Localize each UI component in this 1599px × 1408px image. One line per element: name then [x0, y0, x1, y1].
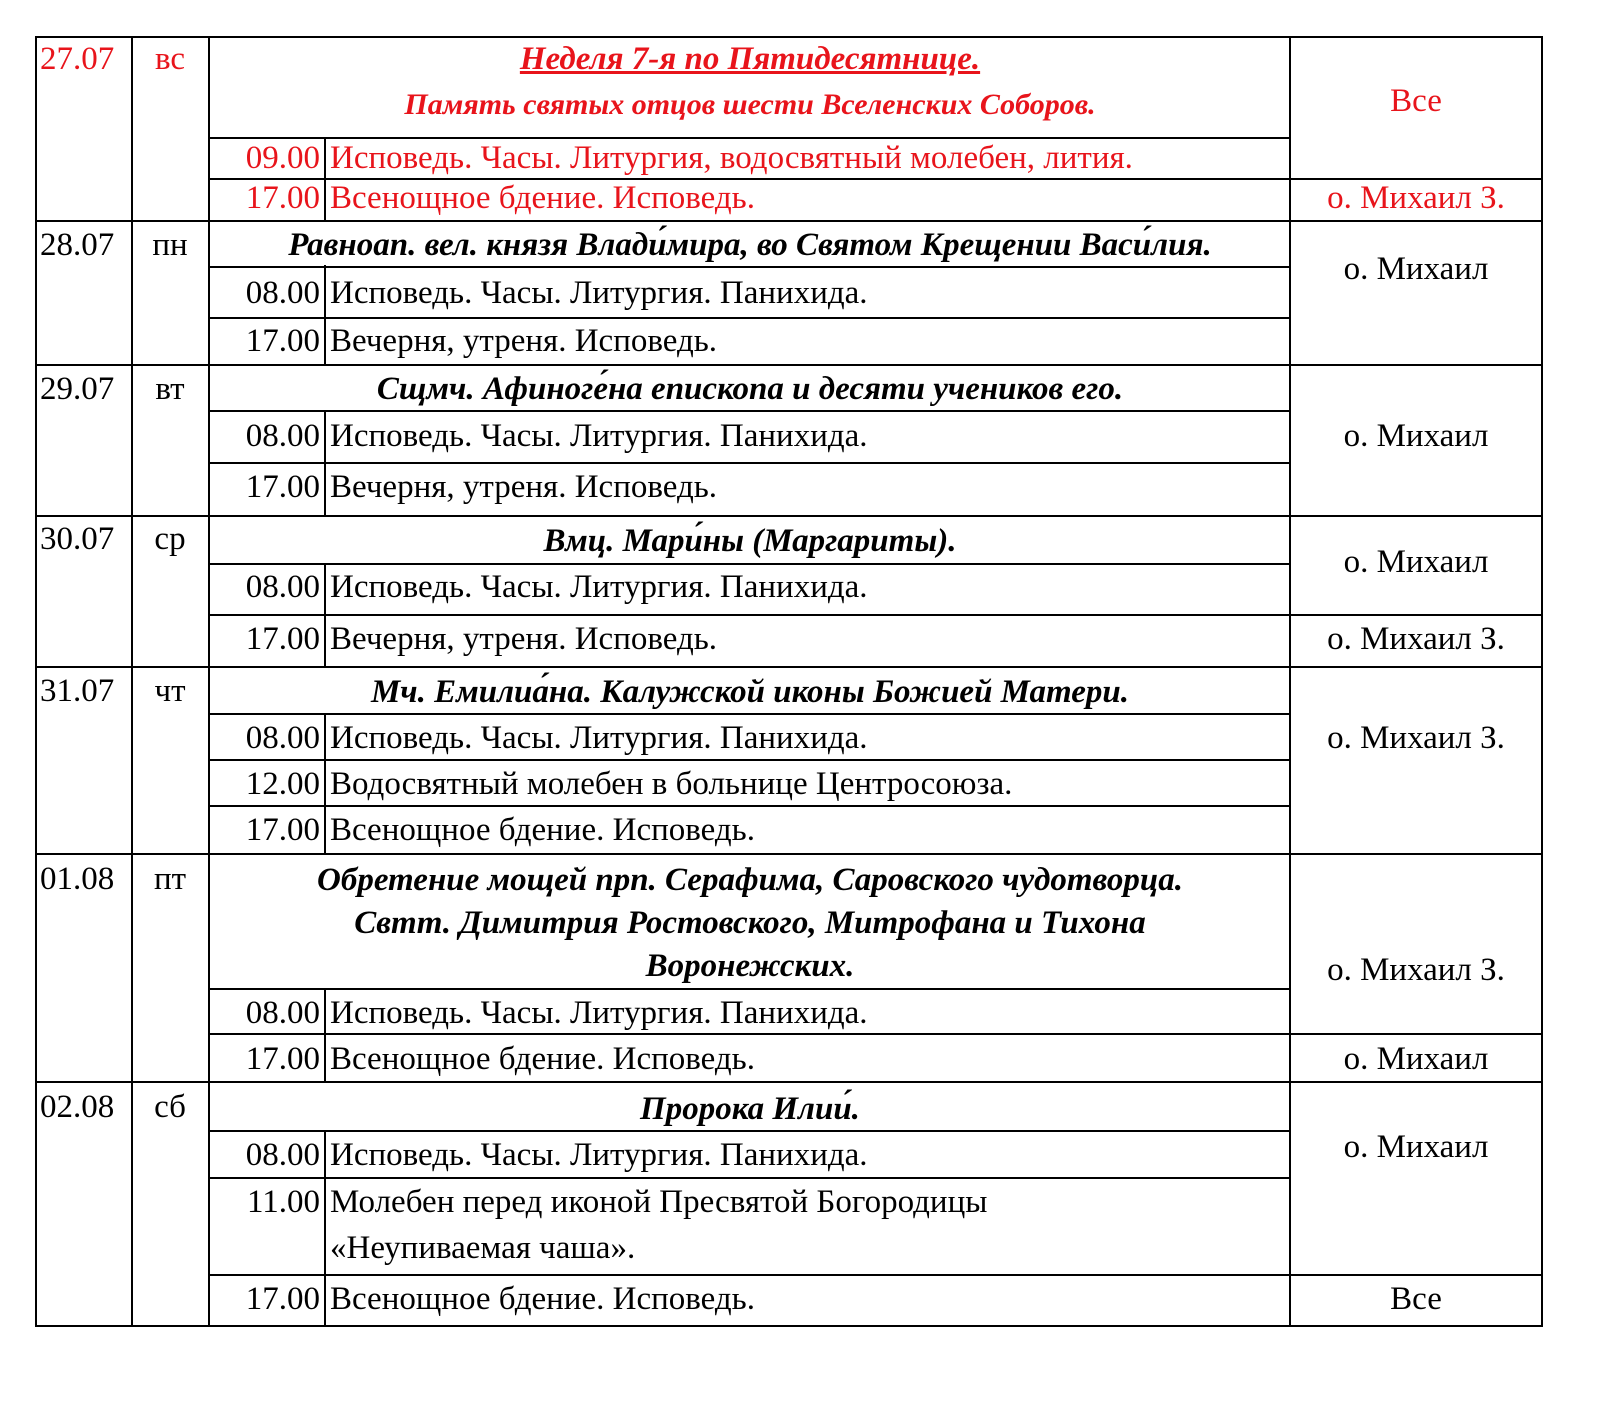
priest-cell: о. Михаил: [1343, 544, 1489, 580]
weekday-cell: вт: [155, 371, 185, 407]
priest-cell: о. Михаил: [1343, 1129, 1489, 1165]
weekday-cell: пт: [153, 861, 187, 897]
feast-title: Вмц. Мари́ны (Маргариты).: [543, 523, 957, 559]
weekday-cell: сб: [154, 1089, 186, 1125]
service-description: Исповедь. Часы. Литургия. Панихида.: [330, 995, 868, 1031]
weekday-cell: вс: [154, 41, 186, 77]
service-description: Исповедь. Часы. Литургия. Панихида.: [330, 1137, 868, 1173]
date-cell: 02.08: [40, 1089, 115, 1125]
service-time: 17.00: [245, 323, 320, 359]
service-description: Молебен перед иконой Пресвятой Богородицы: [330, 1184, 988, 1220]
weekday-cell: ср: [154, 521, 186, 557]
date-cell: 29.07: [40, 371, 115, 407]
service-description: Исповедь. Часы. Литургия, водосвятный молебен, лития.: [330, 140, 1133, 176]
priest-cell: о. Михаил З.: [1327, 621, 1505, 657]
date-cell: 27.07: [40, 41, 115, 77]
service-description: Вечерня, утреня. Исповедь.: [330, 323, 718, 359]
service-time: 17.00: [245, 180, 320, 216]
date-cell: 30.07: [40, 521, 115, 557]
service-description: «Неупиваемая чаша».: [330, 1230, 636, 1266]
priest-cell: о. Михаил З.: [1327, 952, 1505, 988]
service-time: 12.00: [245, 766, 320, 802]
service-time: 08.00: [245, 418, 320, 454]
priest-cell: Все: [1390, 1281, 1442, 1317]
service-time: 08.00: [245, 275, 320, 311]
service-description: Всенощное бдение. Исповедь.: [330, 1281, 755, 1317]
priest-cell: о. Михаил: [1343, 1041, 1489, 1077]
service-time: 17.00: [245, 1041, 320, 1077]
priest-cell: о. Михаил З.: [1327, 180, 1505, 216]
date-cell: 01.08: [40, 861, 115, 897]
service-time: 09.00: [245, 140, 320, 176]
service-description: Всенощное бдение. Исповедь.: [330, 1041, 755, 1077]
service-time: 17.00: [245, 621, 320, 657]
service-description: Вечерня, утреня. Исповедь.: [330, 621, 718, 657]
feast-title: Свтт. Димитрия Ростовского, Митрофана и Тихона: [354, 905, 1146, 941]
feast-title: Воронежских.: [645, 948, 855, 984]
service-description: Водосвятный молебен в больнице Центросоюза.: [330, 766, 1013, 802]
feast-title: Равноап. вел. князя Влади́мира, во Святом Крещении Васи́лия.: [288, 227, 1212, 263]
priest-cell: о. Михаил: [1343, 418, 1489, 454]
priest-cell: Все: [1390, 83, 1442, 119]
feast-title: Обретение мощей прп. Серафима, Саровского чудотворца.: [317, 862, 1183, 898]
service-time: 11.00: [246, 1184, 320, 1220]
service-time: 17.00: [245, 1281, 320, 1317]
weekday-cell: пн: [152, 227, 188, 263]
priest-cell: о. Михаил З.: [1327, 720, 1505, 756]
service-description: Исповедь. Часы. Литургия. Панихида.: [330, 569, 868, 605]
priest-cell: о. Михаил: [1343, 251, 1489, 287]
service-time: 08.00: [245, 569, 320, 605]
feast-title: Неделя 7-я по Пятидесятнице.: [519, 41, 981, 77]
service-time: 17.00: [245, 469, 320, 505]
service-description: Исповедь. Часы. Литургия. Панихида.: [330, 275, 868, 311]
service-description: Исповедь. Часы. Литургия. Панихида.: [330, 418, 868, 454]
service-description: Вечерня, утреня. Исповедь.: [330, 469, 718, 505]
service-time: 08.00: [245, 1137, 320, 1173]
date-cell: 31.07: [40, 673, 115, 709]
service-time: 08.00: [245, 995, 320, 1031]
service-time: 17.00: [245, 812, 320, 848]
date-cell: 28.07: [40, 227, 115, 263]
service-description: Всенощное бдение. Исповедь.: [330, 812, 755, 848]
feast-title: Пророка Илии́.: [640, 1091, 860, 1127]
weekday-cell: чт: [154, 673, 186, 709]
service-description: Исповедь. Часы. Литургия. Панихида.: [330, 720, 868, 756]
feast-title: Мч. Емилиа́на. Калужской иконы Божией Матери.: [370, 674, 1130, 710]
service-time: 08.00: [245, 720, 320, 756]
feast-subtitle: Память святых отцов шести Вселенских Соборов.: [404, 88, 1096, 121]
service-description: Всенощное бдение. Исповедь.: [330, 180, 755, 216]
feast-title: Сщмч. Афиноге́на епископа и десяти учеников его.: [376, 371, 1124, 407]
